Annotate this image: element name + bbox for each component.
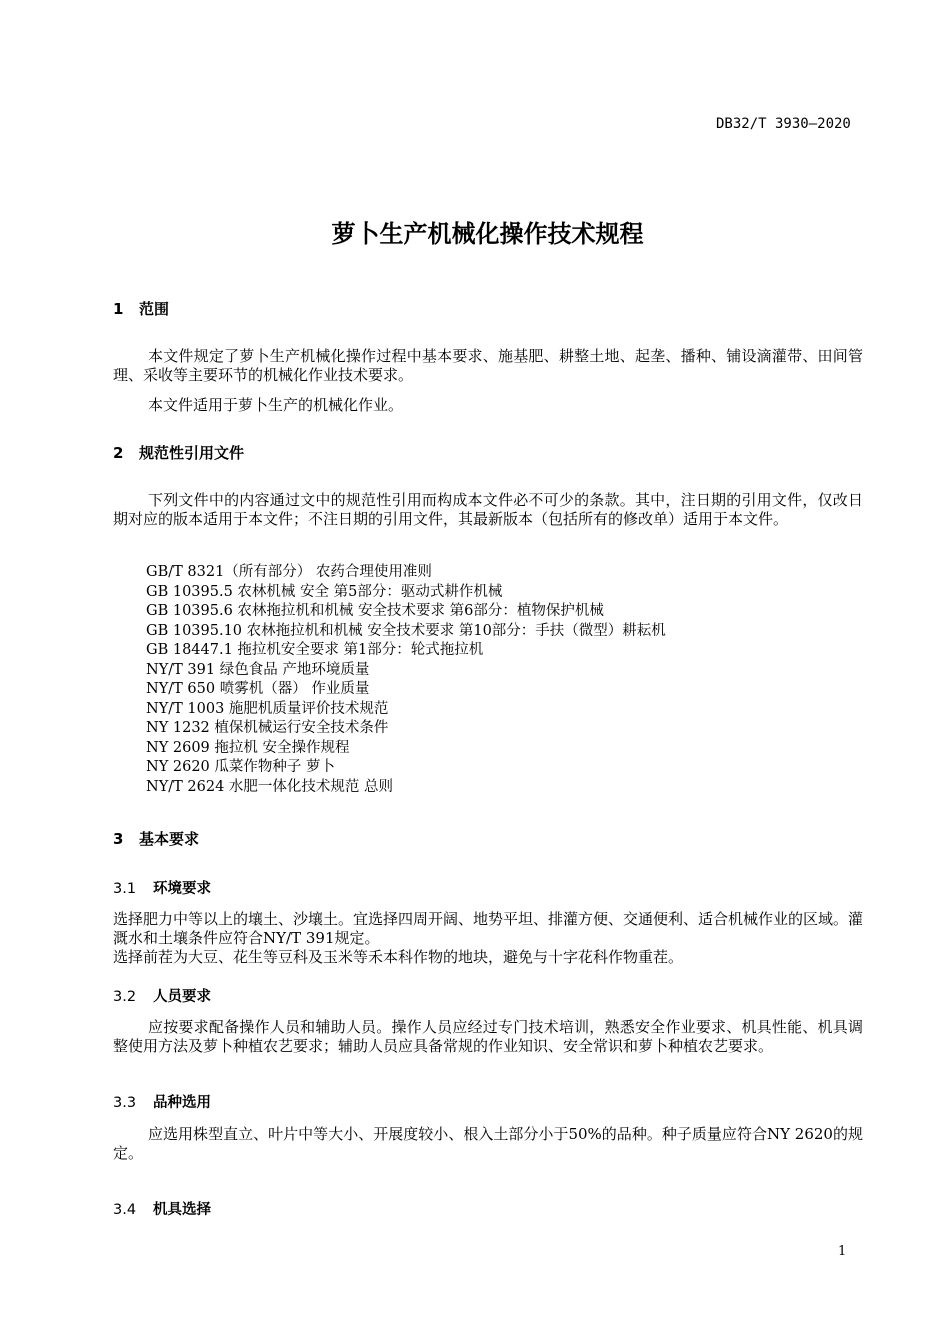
subsection-title: 环境要求 [153, 881, 211, 897]
reference-item: GB 10395.10 农林拖拉机和机械 安全技术要求 第10部分：手扶（微型）耕耘机 [146, 622, 666, 639]
reference-list [146, 563, 666, 797]
reference-item: NY 1232 植保机械运行安全技术条件 [146, 720, 389, 736]
subsection-3-3-heading [113, 1091, 211, 1112]
paragraph: 本文件规定了萝卜生产机械化操作过程中基本要求、施基肥、耕整土地、起垄、播种、铺设滴灌带、田间管理、采收等主要环节的机械化作业技术要求。 [113, 347, 863, 384]
section-number: 2 [113, 444, 124, 462]
paragraph: 下列文件中的内容通过文中的规范性引用而构成本文件必不可少的条款。其中，注日期的引用文件，仅改日期对应的版本适用于本文件；不注日期的引用文件，其最新版本（包括所有的修改单）适用于本文件。 [113, 491, 863, 528]
reference-item: GB 10395.5 农林机械 安全 第5部分：驱动式耕作机械 [146, 583, 503, 600]
reference-item: GB/T 8321（所有部分） 农药合理使用准则 [146, 564, 432, 580]
paragraph: 本文件适用于萝卜生产的机械化作业。 [148, 396, 404, 414]
page-number: 1 [838, 1244, 847, 1259]
section-number: 1 [113, 300, 124, 318]
reference-item: NY 2609 拖拉机 安全操作规程 [146, 739, 350, 756]
subsection-3-2-heading [113, 985, 211, 1006]
reference-item: NY/T 2624 水肥一体化技术规范 总则 [146, 778, 394, 795]
paragraph: 选择肥力中等以上的壤土、沙壤土。宜选择四周开阔、地势平坦、排灌方便、交通便利、适合机械作业的区域。灌溉水和土壤条件应符合NY/T 391规定。 [113, 910, 864, 947]
reference-item: NY 2620 瓜菜作物种子 萝卜 [146, 759, 335, 775]
subsection-3-1-heading [113, 877, 211, 898]
section-title: 基本要求 [139, 830, 200, 848]
reference-item: NY/T 650 喷雾机（器） 作业质量 [146, 681, 370, 697]
subsection-title: 人员要求 [153, 989, 211, 1005]
subsection-number: 3.2 [113, 989, 137, 1005]
subsection-number: 3.4 [113, 1202, 137, 1218]
subsection-3-4-heading [113, 1198, 211, 1219]
section-3-heading [113, 828, 199, 849]
reference-item: NY/T 391 绿色食品 产地环境质量 [146, 661, 370, 678]
paragraph: 应选用株型直立、叶片中等大小、开展度较小、根入土部分小于50%的品种。种子质量应符合NY 2620的规定。 [113, 1125, 863, 1162]
document-title: 萝卜生产机械化操作技术规程 [331, 220, 644, 248]
paragraph: 应按要求配备操作人员和辅助人员。操作人员应经过专门技术培训，熟悉安全作业要求、机具性能、机具调整使用方法及萝卜种植农艺要求；辅助人员应具备常规的作业知识、安全常识和萝卜种植农艺要求。 [113, 1018, 863, 1055]
subsection-number: 3.3 [113, 1095, 137, 1111]
reference-item: GB 10395.6 农林拖拉机和机械 安全技术要求 第6部分：植物保护机械 [146, 603, 604, 619]
standard-code: DB32/T 3930—2020 [716, 116, 851, 132]
section-title: 规范性引用文件 [139, 444, 245, 462]
section-number: 3 [113, 830, 124, 848]
subsection-number: 3.1 [113, 881, 137, 897]
reference-item: NY/T 1003 施肥机质量评价技术规范 [146, 700, 389, 717]
reference-item: GB 18447.1 拖拉机安全要求 第1部分：轮式拖拉机 [146, 642, 484, 658]
section-2-heading [113, 442, 244, 463]
paragraph: 选择前茬为大豆、花生等豆科及玉米等禾本科作物的地块，避免与十字花科作物重茬。 [113, 948, 684, 966]
section-1-heading [113, 298, 169, 319]
subsection-title: 品种选用 [153, 1095, 211, 1111]
subsection-title: 机具选择 [153, 1202, 211, 1218]
section-title: 范围 [139, 300, 170, 318]
